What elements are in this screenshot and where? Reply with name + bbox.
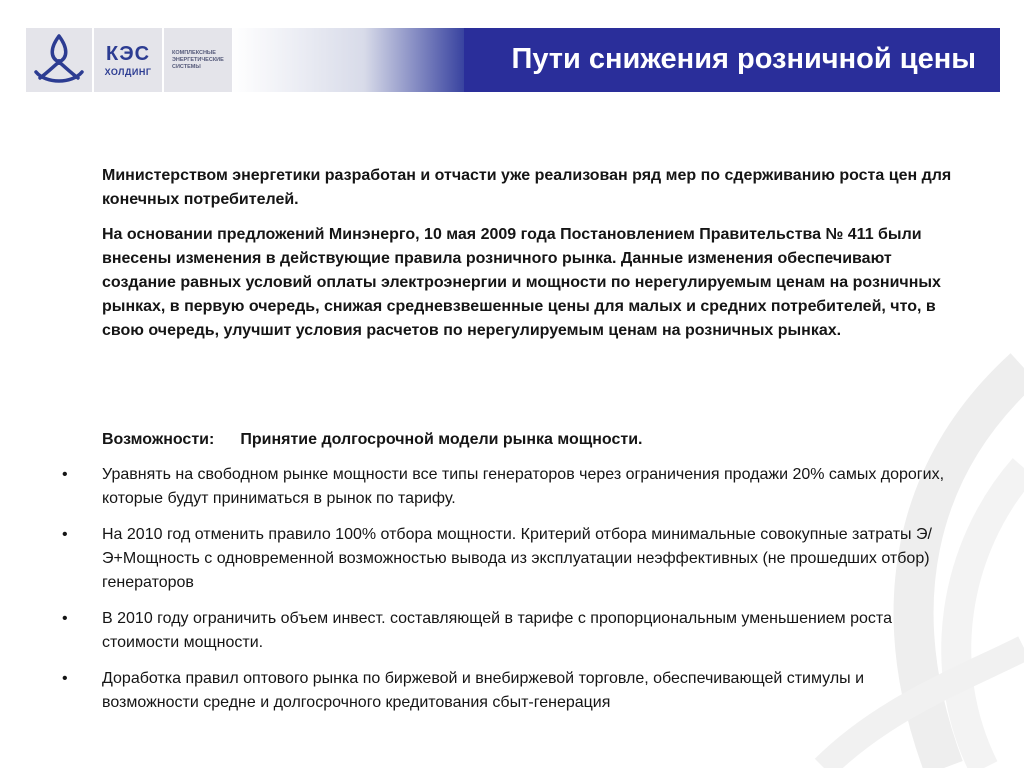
brand-tagline-line: СИСТЕМЫ xyxy=(172,63,201,70)
bullet-icon: • xyxy=(62,610,68,627)
logo-tagline-tile xyxy=(164,28,232,92)
logo-name-tile xyxy=(94,28,162,92)
kes-emblem-icon xyxy=(26,28,92,92)
bullet-icon: • xyxy=(62,466,68,483)
brand-tagline-line: КОМПЛЕКСНЫЕ xyxy=(172,49,216,56)
opportunities-label: Возможности: xyxy=(102,431,215,448)
brand-tagline-line: ЭНЕРГЕТИЧЕСКИЕ xyxy=(172,56,224,63)
opportunities-title: Принятие долгосрочной модели рынка мощности. xyxy=(240,431,643,448)
intro-paragraph: Министерством энергетики разработан и отчасти уже реализован ряд мер по сдерживанию роста цен для конечных потребителей. xyxy=(102,167,952,208)
bullet-icon: • xyxy=(62,670,68,687)
bullet-icon: • xyxy=(62,526,68,543)
list-item-text: Доработка правил оптового рынка по биржевой и внебиржевой торговле, обеспечивающей стимулы и возможности средне и долгосрочного кредитования сбыт-генерация xyxy=(102,670,865,711)
brand-name: КЭС xyxy=(105,43,151,65)
logo-emblem-tile xyxy=(26,28,92,92)
basis-paragraph: На основании предложений Минэнерго, 10 мая 2009 года Постановлением Правительства № 411 были внесены изменения в действующие правила розничного рынка. Данные изменения обеспечивают создание равных условий оплаты электроэнергии и мощности по нерегулируемым ценам на розничных рынках, в первую очередь, снижая средневзвешенные цены для малых и средних потребителей, что, в свою очередь, улучшит условия расчетов по нерегулируемым ценам на розничных рынках. xyxy=(102,226,941,339)
header-gradient xyxy=(232,28,472,92)
list-item-text: В 2010 году ограничить объем инвест. составляющей в тарифе с пропорциональным уменьшением роста стоимости мощности. xyxy=(102,610,892,651)
page-title: Пути снижения розничной цены xyxy=(511,43,976,75)
opportunities-heading xyxy=(102,428,643,452)
list-item-text: На 2010 год отменить правило 100% отбора мощности. Критерий отбора минимальные совокупные затраты Э/Э+Мощность с одновременной возможностью вывода из эксплуатации неэффективных (не прошедших отбор) генераторов xyxy=(102,526,932,591)
list-item-text: Уравнять на свободном рынке мощности все типы генераторов через ограничения продажи 20% самых дорогих, которые будут приниматься в рынок по тарифу. xyxy=(102,466,945,507)
brand-subname: ХОЛДИНГ xyxy=(104,67,152,77)
